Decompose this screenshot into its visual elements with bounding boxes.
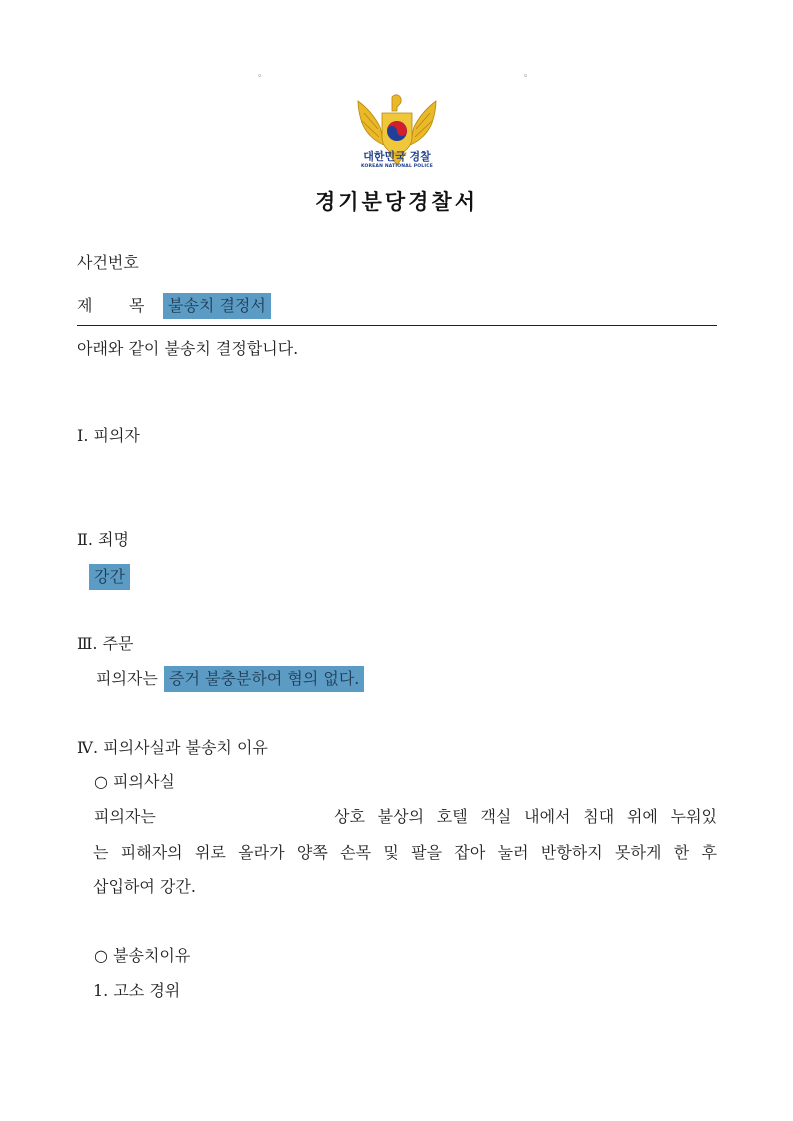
facts-line-1b: 상호 불상의 호텔 객실 내에서 침대 위에 누워있: [334, 807, 717, 826]
top-mark-right: 。: [524, 69, 534, 79]
page-title: 경기분당경찰서: [314, 189, 478, 214]
section-3-title: Ⅲ. 주문: [77, 634, 134, 653]
top-mark-left: 。: [258, 69, 268, 79]
disposition-prefix: 피의자는: [96, 669, 158, 688]
header-divider: [77, 325, 717, 326]
logo-korean-text: 대한민국 경찰: [363, 150, 431, 163]
facts-line-3: 삽입하여 강간.: [93, 877, 196, 896]
facts-line-2: 는 피해자의 위로 올라가 양쪽 손목 및 팔을 잡아 눌러 반항하지 못하게 한 후: [93, 843, 717, 862]
subject-value: 불송치 결정서: [163, 293, 271, 319]
intro-text: 아래와 같이 불송치 결정합니다.: [77, 339, 299, 358]
facts-line-1a: 피의자는: [94, 807, 156, 826]
reason-heading: ○ 불송치이유: [94, 946, 191, 965]
charge-value: 강간: [89, 564, 130, 590]
section-4-title: Ⅳ. 피의사실과 불송치 이유: [77, 738, 268, 757]
subject-label-1: 제: [77, 296, 93, 315]
disposition-value: 증거 불충분하여 혐의 없다.: [164, 666, 364, 692]
logo-english-text: KOREAN NATIONAL POLICE: [360, 164, 434, 169]
section-2-title: Ⅱ. 죄명: [77, 530, 129, 549]
reason-item-1: 1. 고소 경위: [93, 981, 181, 1000]
subject-label-2: 목: [129, 296, 145, 315]
facts-heading: ○ 피의사실: [94, 772, 175, 791]
section-1-title: Ⅰ. 피의자: [77, 426, 140, 445]
case-number-label: 사건번호: [77, 253, 139, 272]
